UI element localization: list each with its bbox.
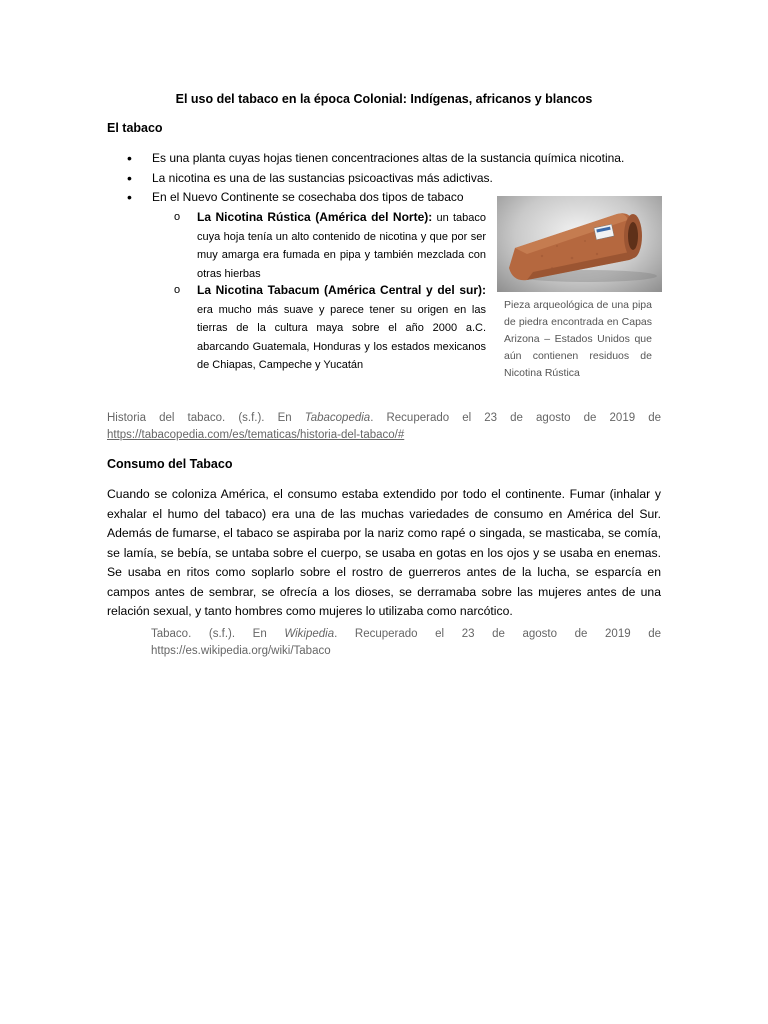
figure-caption: Pieza arqueológica de una pipa de piedra encontrada en Capas Arizona – Estados Unidos que aún contienen residuos de Nicotina Rústica xyxy=(504,299,652,379)
reference-link[interactable]: https://tabacopedia.com/es/tematicas/historia-del-tabaco/# xyxy=(107,429,405,441)
bullet-item: • Es una planta cuyas hojas tienen concentraciones altas de la sustancia química nicotina. xyxy=(127,149,667,169)
reference-source: Tabacopedia xyxy=(304,412,371,424)
page-title: El uso del tabaco en la época Colonial: Indígenas, africanos y blancos xyxy=(175,92,593,106)
reference-wikipedia: Tabaco. (s.f.). En Wikipedia. Recuperado el 23 de agosto de 2019 de https://es.wikipedia.org/wiki/Tabaco xyxy=(151,628,661,657)
section-heading-consumo: Consumo del Tabaco xyxy=(107,457,233,471)
subitem-text: un tabaco cuya hoja tenía un alto contenido de nicotina y que por ser muy amarga era fumada en pipa y también mezclada con otras hierbas xyxy=(197,212,486,280)
subitem-text: era mucho más suave y parece tener su origen en las tierras de la cultura maya sobre el año 2000 a.C. abarcando Guatemala, Honduras y los estados mexicanos de Chiapas, Campeche y Yucatán xyxy=(197,303,486,371)
section-heading-tabaco: El tabaco xyxy=(107,121,163,135)
bullet-item: • La nicotina es una de las sustancias psicoactivas más adictivas. xyxy=(127,169,667,189)
bullet-item: • En el Nuevo Continente se cosechaba dos tipos de tabaco xyxy=(127,188,667,208)
reference-tabacopedia: Historia del tabaco. (s.f.). En Tabacopedia. Recuperado el 23 de agosto de 2019 de https://tabacopedia.com/es/tematicas/historia-del-tabaco/# xyxy=(107,412,661,441)
body-paragraph: Cuando se coloniza América, el consumo estaba extendido por todo el continente. Fumar (inhalar y exhalar el humo del tabaco) era una de las muchas variedades de consumo en América del Sur. Además de fumarse, el tabaco se aspiraba por la nariz como rapé o singada, se masticaba, se comía, se lamía, se bebía, se untaba sobre el cuerpo, se usaba en gotas en los ojos y se usaba en enemas. Se usaba en ritos como soplarlo sobre el rostro de guerreros antes de la lucha, se esparcía en campos antes de sembrar, se ofrecía a los dioses, se derramaba sobre las mujeres antes de una relación sexual, y tanto hombres como mujeres lo utilizaba como narcótico. xyxy=(107,487,661,618)
stone-pipe-illustration xyxy=(497,196,662,292)
reference-url: https://es.wikipedia.org/wiki/Tabaco xyxy=(151,645,331,657)
pipe-photo xyxy=(497,196,662,292)
sub-bullet-marker: o xyxy=(174,211,181,223)
subitem-lead: La Nicotina Tabacum (América Central y del sur): xyxy=(197,283,486,297)
reference-source: Wikipedia xyxy=(284,628,335,640)
subitem-lead: La Nicotina Rústica (América del Norte): xyxy=(197,210,433,224)
sub-bullet-marker: o xyxy=(174,284,181,296)
subitem-nicotina-rustica xyxy=(174,208,486,283)
subitem-nicotina-tabacum xyxy=(174,281,486,375)
